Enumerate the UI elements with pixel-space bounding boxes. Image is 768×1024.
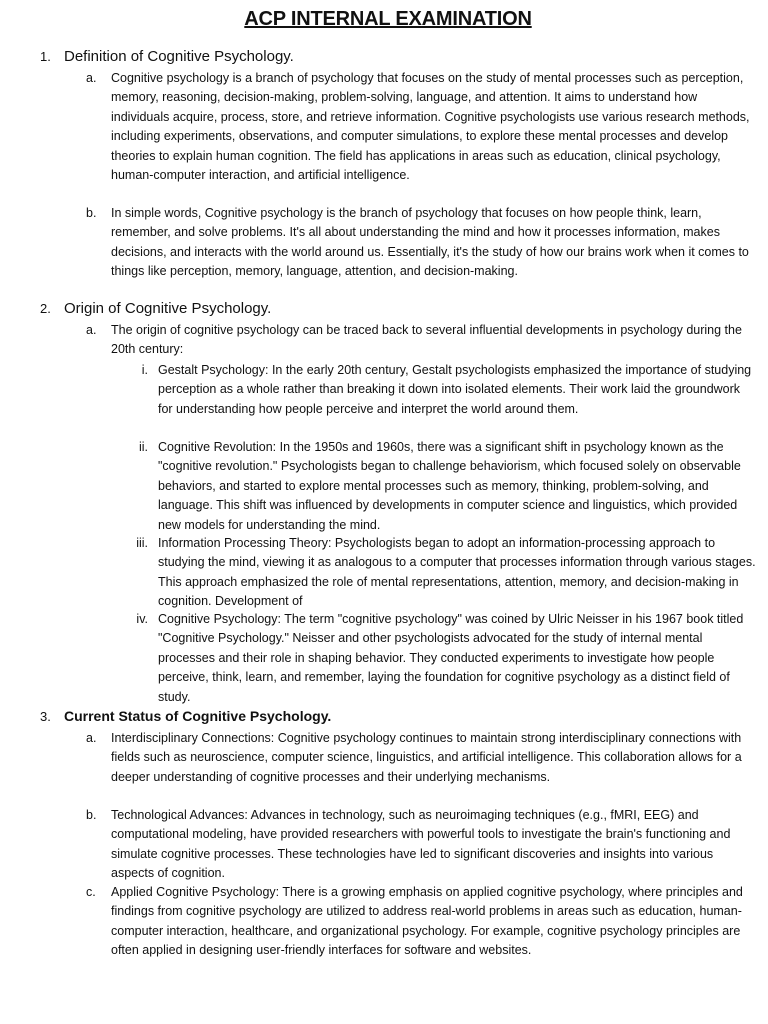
sublist-item-text: Information Processing Theory: Psychologists began to adopt an information-processing approach to studying the mind, viewing it as analogous to a computer that processes information through various stages. This approach emphasized the role of mental representations, attention, memory, and decision-making in cognition. Development of (158, 536, 756, 609)
list-item (86, 204, 756, 282)
list-marker: b. (86, 206, 97, 220)
list-marker: a. (86, 323, 97, 337)
section-number: 3. (40, 709, 51, 724)
list-marker: c. (86, 885, 96, 899)
sublist-item (128, 438, 758, 535)
sublist-marker: iii. (136, 536, 148, 550)
sublist-item (128, 534, 758, 612)
list-item-text: Cognitive psychology is a branch of psychology that focuses on the study of mental processes such as perception, memory, reasoning, decision-making, problem-solving, language, and attention. It aims to understand how individuals acquire, process, store, and retrieve information. Cognitive psychologists use various research methods, including experiments, observations, and computer simulations, to explore these mental processes and develop theories to explain human cognition. The field has applications in areas such as education, clinical psychology, human-computer interaction, and artificial intelligence. (111, 71, 750, 183)
sublist-item-text: Gestalt Psychology: In the early 20th century, Gestalt psychologists emphasized the importance of studying perception as a whole rather than breaking it down into isolated elements. Their work laid the groundwork for understanding how people perceive and interpret the world around them. (158, 363, 752, 416)
section-title: Origin of Cognitive Psychology. (64, 300, 272, 317)
list-item (86, 321, 756, 360)
list-item-text: Applied Cognitive Psychology: There is a growing emphasis on applied cognitive psychology, where principles and findings from cognitive psychology are utilized to address real-world problems in areas such as education, human-computer interaction, healthcare, and organizational psychology. For example, cognitive psychology principles are often applied in designing user-friendly interfaces for software and websites. (111, 885, 743, 958)
list-item-text: In simple words, Cognitive psychology is the branch of psychology that focuses on how people think, learn, remember, and solve problems. It's all about understanding the mind and how it processes information, makes decisions, and interacts with the world around us. Essentially, it's the study of how our brains work when it comes to things like perception, memory, language, attention, and decision-making. (111, 206, 749, 279)
section-heading-origin (40, 300, 271, 318)
list-item (86, 69, 756, 185)
list-marker: a. (86, 71, 97, 85)
list-item-text: The origin of cognitive psychology can be traced back to several influential developments in psychology during the 20th century: (111, 323, 742, 357)
section-heading-definition (40, 48, 294, 66)
document-title: ACP INTERNAL EXAMINATION (244, 8, 532, 30)
section-number: 2. (40, 301, 51, 316)
section-heading-current-status (40, 708, 331, 726)
list-marker: a. (86, 731, 97, 745)
list-item-text: Technological Advances: Advances in technology, such as neuroimaging techniques (e.g., fMRI, EEG) and computational modeling, have provided researchers with powerful tools to investigate the brain's functioning and simulate cognitive processes. These technologies have led to significant discoveries and insights into various aspects of cognition. (111, 808, 731, 881)
sublist-item (128, 610, 758, 707)
sublist-marker: ii. (138, 440, 148, 454)
sublist-item-text: Cognitive Revolution: In the 1950s and 1960s, there was a significant shift in psychology known as the "cognitive revolution." Psychologists began to challenge behaviorism, which focused solely on observable behaviors, and started to explore mental processes such as memory, thinking, problem-solving, and language. This shift was influenced by developments in computer science and linguistics, which provided new models for understanding the mind. (158, 440, 741, 532)
sublist-marker: i. (141, 363, 148, 377)
section-title: Current Status of Cognitive Psychology. (64, 708, 332, 724)
list-item-text: Interdisciplinary Connections: Cognitive psychology continues to maintain strong interdisciplinary connections with fields such as neuroscience, computer science, linguistics, and artificial intelligence. This collaboration allows for a deeper understanding of cognitive processes and their underlying mechanisms. (111, 731, 742, 784)
section-number: 1. (40, 49, 51, 64)
sublist-marker: iv. (136, 612, 148, 626)
sublist-item (128, 361, 758, 419)
list-marker: b. (86, 808, 97, 822)
list-item (86, 729, 756, 787)
section-title: Definition of Cognitive Psychology. (64, 48, 294, 65)
sublist-item-text: Cognitive Psychology: The term "cognitive psychology" was coined by Ulric Neisser in his 1967 book titled "Cognitive Psychology." Neisser and other psychologists advocated for the study of internal mental processes and their role in shaping behavior. They conducted experiments to investigate how people perceive, think, learn, and remember, laying the foundation for cognitive psychology as a distinct field of study. (158, 612, 744, 704)
list-item (86, 883, 756, 961)
list-item (86, 806, 756, 884)
